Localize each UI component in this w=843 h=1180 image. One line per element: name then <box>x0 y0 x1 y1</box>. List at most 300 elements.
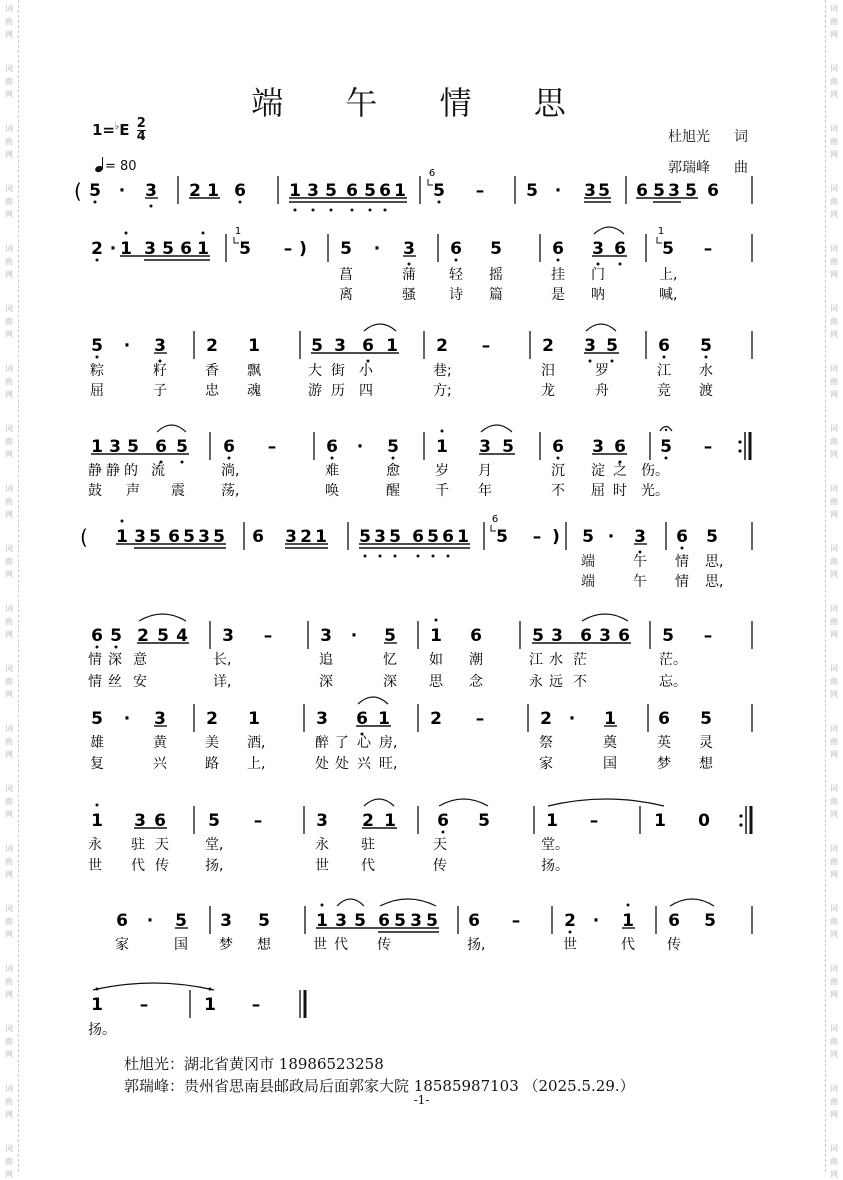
lower-octave-dot <box>351 209 354 212</box>
note-digit: 5 <box>149 527 161 547</box>
slur-tie <box>358 697 388 704</box>
lyric-char: 篇 <box>489 287 503 303</box>
lyric-char: 光。 <box>641 483 669 499</box>
slur-tie <box>548 799 664 806</box>
grace-note: 6 <box>491 514 499 525</box>
dash-extension: – <box>263 626 273 646</box>
lower-octave-dot <box>442 831 445 834</box>
watermark-char: 网 <box>830 570 838 579</box>
watermark-char: 词 <box>830 844 838 853</box>
lyric-char: 方; <box>433 383 452 399</box>
watermark-char: 网 <box>5 1050 13 1059</box>
note-digit: 3 <box>220 911 232 931</box>
note-digit: 5 <box>426 911 438 931</box>
upper-octave-dot <box>202 232 205 235</box>
lyric-char: 茫。 <box>659 652 687 668</box>
note-digit: 1 <box>197 239 209 259</box>
note-digit: 3 <box>584 336 596 356</box>
watermark-char: 词 <box>830 1144 838 1153</box>
lyric-char: 传 <box>433 858 447 874</box>
note-digit: 6 <box>116 911 128 931</box>
watermark-char: 网 <box>5 450 13 459</box>
lyric-char: 鼓 <box>88 483 102 499</box>
lyric-char: 世 <box>563 937 577 953</box>
note-digit: 5 <box>490 239 502 259</box>
dash-extension: – <box>532 527 542 547</box>
lyric-char: 离 <box>339 287 353 303</box>
lyric-char: 思, <box>705 554 724 570</box>
lyric-char: 家 <box>115 937 129 953</box>
note-digit: 2 <box>206 709 218 729</box>
watermark-char: 曲 <box>5 17 13 26</box>
watermark-char: 网 <box>5 750 13 759</box>
note-digit: 5 <box>389 527 401 547</box>
repeat-dot <box>739 823 742 826</box>
lyric-char: 沉 <box>551 463 565 479</box>
flat-sign: ♭ <box>115 122 120 132</box>
lyric-char: 了 <box>335 735 349 751</box>
watermark-char: 网 <box>830 270 838 279</box>
lower-octave-dot <box>408 263 411 266</box>
note-digit: 1 <box>91 995 103 1015</box>
lyric-char: 醒 <box>386 483 400 499</box>
grace-note: 1 <box>657 226 665 237</box>
watermark-char: 词 <box>830 964 838 973</box>
note-digit: 5 <box>311 336 323 356</box>
watermark-char: 网 <box>5 990 13 999</box>
lyric-char: 淌, <box>221 463 240 479</box>
note-digit: 3 <box>316 709 328 729</box>
note-digit: 2 <box>189 181 201 201</box>
lyric-char: 永 <box>315 837 329 853</box>
lower-octave-dot <box>181 461 184 464</box>
note-digit: 6 <box>468 911 480 931</box>
lyric-char: 远 <box>549 674 563 690</box>
lower-octave-dot <box>115 646 118 649</box>
lyric-char: 端 <box>581 574 595 590</box>
lyric-char: 挂 <box>551 267 565 283</box>
slur-tie <box>139 614 186 621</box>
watermark-char: 网 <box>5 630 13 639</box>
lyric-char: 醉 <box>315 735 329 751</box>
note-digit: 3 <box>335 911 347 931</box>
note-digit: 5 <box>433 181 445 201</box>
note-digit: 5 <box>162 239 174 259</box>
watermark-char: 曲 <box>5 377 13 386</box>
note-digit: 5 <box>502 437 514 457</box>
note-digit: 3 <box>592 437 604 457</box>
note-digit: 6 <box>168 527 180 547</box>
dash-extension: – <box>283 239 293 259</box>
lyric-char: 想 <box>699 756 713 772</box>
watermark-char: 词 <box>830 484 838 493</box>
lyric-char: 追 <box>319 652 333 668</box>
watermark-char: 曲 <box>830 737 838 746</box>
page-number: -1- <box>413 1093 430 1107</box>
lyric-char: 巷; <box>433 363 452 379</box>
note-digit: 6 <box>252 527 264 547</box>
watermark-char: 曲 <box>830 197 838 206</box>
watermark-char: 网 <box>5 390 13 399</box>
watermark-char: 曲 <box>5 437 13 446</box>
note-digit: 6 <box>91 626 103 646</box>
watermark-char: 词 <box>830 4 838 13</box>
note-digit: 1 <box>207 181 219 201</box>
lyric-char: 荡, <box>221 483 240 499</box>
note-digit: 3 <box>374 527 386 547</box>
lyric-char: 驻 <box>361 837 375 853</box>
watermark-char: 网 <box>5 690 13 699</box>
watermark-char: 曲 <box>830 977 838 986</box>
note-digit: 5 <box>127 437 139 457</box>
note-digit: 5 <box>700 336 712 356</box>
note-digit: 6 <box>618 626 630 646</box>
lyric-char: 声 <box>126 483 140 499</box>
note-digit: 5 <box>700 709 712 729</box>
watermark-char: 曲 <box>5 137 13 146</box>
note-digit: 5 <box>685 181 697 201</box>
lyric-char: 江 <box>657 363 671 379</box>
watermark-char: 网 <box>830 1170 838 1179</box>
note-digit: 6 <box>580 626 592 646</box>
note-digit: 5 <box>582 527 594 547</box>
note-digit: 5 <box>175 911 187 931</box>
watermark-char: 词 <box>5 604 13 613</box>
lyric-char: 酒, <box>247 735 266 751</box>
augmentation-dot: · <box>592 911 600 931</box>
note-digit: 6 <box>658 709 670 729</box>
dash-extension: – <box>703 626 713 646</box>
watermark-char: 网 <box>5 150 13 159</box>
note-digit: 3 <box>145 181 157 201</box>
watermark-char: 曲 <box>830 137 838 146</box>
slur-tie <box>364 799 394 806</box>
watermark-char: 曲 <box>830 677 838 686</box>
watermark-char: 网 <box>830 630 838 639</box>
time-bottom: 4 <box>136 129 146 144</box>
lyric-char: 飘 <box>247 363 261 379</box>
watermark-char: 词 <box>830 64 838 73</box>
lower-octave-dot <box>417 555 420 558</box>
watermark-char: 曲 <box>830 1157 838 1166</box>
watermark-char: 词 <box>5 784 13 793</box>
lyric-char: 愈 <box>386 463 400 479</box>
augmentation-dot: · <box>146 911 154 931</box>
note-digit: 1 <box>457 527 469 547</box>
note-digit: 2 <box>542 336 554 356</box>
note-digit: 6 <box>412 527 424 547</box>
note-digit: 3 <box>144 239 156 259</box>
lyricist-name: 杜旭光 <box>668 129 710 145</box>
lyric-char: 流 <box>151 463 165 479</box>
lower-octave-dot <box>239 201 242 204</box>
watermark-char: 词 <box>5 964 13 973</box>
watermark-char: 网 <box>830 1050 838 1059</box>
lyric-char: 端 <box>581 554 595 570</box>
lyric-char: 忠 <box>205 383 219 399</box>
watermark-char: 曲 <box>5 617 13 626</box>
watermark-char: 网 <box>830 90 838 99</box>
upper-octave-dot <box>121 520 124 523</box>
note-digit: 6 <box>437 811 449 831</box>
watermark-char: 曲 <box>830 257 838 266</box>
dash-extension: – <box>511 911 521 931</box>
note-digit: 6 <box>636 181 648 201</box>
upper-octave-dot <box>321 904 324 907</box>
note-digit: 6 <box>362 336 374 356</box>
composer-contact: 郭瑞峰：贵州省思南县邮政局后面郭家大院 18585987103 （2025.5.29.） <box>124 1077 635 1095</box>
lyric-char: 情 <box>88 674 102 690</box>
note-digit: 5 <box>384 626 396 646</box>
note-digit: 3 <box>479 437 491 457</box>
note-digit: 5 <box>496 527 508 547</box>
lower-octave-dot <box>369 209 372 212</box>
note-digit: 5 <box>364 181 376 201</box>
watermark-char: 曲 <box>5 797 13 806</box>
lyric-char: 小 <box>359 363 373 379</box>
note-digit: 2 <box>91 239 103 259</box>
augmentation-dot: · <box>373 239 381 259</box>
lyric-char: 代 <box>131 858 145 874</box>
key-note: E <box>119 121 130 139</box>
lyric-char: 上, <box>659 267 678 283</box>
augmentation-dot: · <box>607 527 615 547</box>
lyric-char: 籽 <box>153 363 167 379</box>
note-digit: 6 <box>614 437 626 457</box>
note-digit: 3 <box>668 181 680 201</box>
lyric-char: 祭 <box>539 735 553 751</box>
slur-tie <box>594 227 624 234</box>
note-digit: 1 <box>248 336 260 356</box>
time-top: 2 <box>136 116 146 131</box>
watermark-char: 词 <box>830 244 838 253</box>
watermark-char: 词 <box>830 784 838 793</box>
watermark-char: 词 <box>5 724 13 733</box>
note-digit: 1 <box>91 437 103 457</box>
lyric-char: 传 <box>155 858 169 874</box>
watermark-char: 曲 <box>830 617 838 626</box>
note-digit: 3 <box>584 181 596 201</box>
watermark-char: 网 <box>830 30 838 39</box>
watermark-char: 曲 <box>830 1037 838 1046</box>
note-digit: ) <box>299 239 307 259</box>
watermark-char: 网 <box>5 330 13 339</box>
lower-octave-dot <box>432 555 435 558</box>
note-digit: 5 <box>208 811 220 831</box>
lyric-char: 香 <box>205 363 219 379</box>
note-digit: 6 <box>346 181 358 201</box>
watermark-char: 曲 <box>830 917 838 926</box>
lyric-char: 梦 <box>219 937 233 953</box>
watermark-char: 词 <box>830 1024 838 1033</box>
note-digit: 5 <box>662 239 674 259</box>
augmentation-dot: · <box>123 336 131 356</box>
key-prefix: 1= <box>92 121 116 139</box>
note-digit: 1 <box>386 336 398 356</box>
note-digit: 5 <box>183 527 195 547</box>
note-digit: 6 <box>155 437 167 457</box>
lyric-char: 舟 <box>595 383 609 399</box>
lyric-char: 江 <box>529 652 543 668</box>
dash-extension: – <box>589 811 599 831</box>
lyric-char: 粽 <box>90 363 104 379</box>
lyric-char: 兴 <box>357 756 371 772</box>
lyric-char: 深 <box>108 652 122 668</box>
note-digit: 1 <box>436 437 448 457</box>
lyric-char: 长, <box>213 652 232 668</box>
watermark-char: 词 <box>5 904 13 913</box>
lyric-char: 汨 <box>541 363 555 379</box>
note-digit: 3 <box>285 527 297 547</box>
lyric-char: 街 <box>331 363 345 379</box>
watermark-char: 词 <box>5 244 13 253</box>
note-digit: 6 <box>552 239 564 259</box>
watermark-char: 词 <box>5 664 13 673</box>
note-digit: 5 <box>110 626 122 646</box>
note-digit: 1 <box>384 811 396 831</box>
lyric-char: 思 <box>429 674 443 690</box>
lyric-char: 屈 <box>90 383 104 399</box>
note-digit: 5 <box>526 181 538 201</box>
watermark-char: 曲 <box>5 1097 13 1106</box>
lyric-char: 安 <box>133 674 147 690</box>
note-digit: 0 <box>698 811 710 831</box>
note-digit: 3 <box>551 626 563 646</box>
note-digit: 5 <box>606 336 618 356</box>
lyric-char: 堂, <box>205 837 224 853</box>
augmentation-dot: · <box>350 626 358 646</box>
dash-extension: – <box>251 995 261 1015</box>
lyric-char: 千 <box>435 483 449 499</box>
upper-octave-dot <box>125 232 128 235</box>
lyric-char: 兴 <box>153 756 167 772</box>
lower-octave-dot <box>312 209 315 212</box>
watermark-char: 网 <box>5 1110 13 1119</box>
lyric-char: 月 <box>478 463 492 479</box>
lower-octave-dot <box>589 360 592 363</box>
note-digit: 6 <box>223 437 235 457</box>
lower-octave-dot <box>569 931 572 934</box>
lower-octave-dot <box>294 209 297 212</box>
note-digit: 5 <box>157 626 169 646</box>
lyric-char: 如 <box>429 652 443 668</box>
note-digit: 5 <box>176 437 188 457</box>
watermark-char: 网 <box>830 990 838 999</box>
note-digit: 5 <box>340 239 352 259</box>
lyric-char: 静 <box>88 463 102 479</box>
watermark-char: 网 <box>830 510 838 519</box>
note-digit: ) <box>552 527 560 547</box>
lyric-char: 传 <box>667 937 681 953</box>
lower-octave-dot <box>228 457 231 460</box>
lyric-char: 历 <box>331 383 345 399</box>
note-digit: 1 <box>248 709 260 729</box>
note-digit: 1 <box>316 911 328 931</box>
lyric-char: 世 <box>315 858 329 874</box>
note-digit: 6 <box>379 181 391 201</box>
note-digit: 1 <box>289 181 301 201</box>
grace-note: 6 <box>428 168 436 179</box>
repeat-dot <box>738 449 741 452</box>
note-digit: 5 <box>213 527 225 547</box>
lyric-char: 情 <box>675 574 689 590</box>
lower-octave-dot <box>394 555 397 558</box>
lyric-char: 丝 <box>108 674 122 690</box>
lower-octave-dot <box>96 356 99 359</box>
note-digit: 5 <box>91 709 103 729</box>
note-digit: 3 <box>198 527 210 547</box>
watermark-char: 词 <box>830 424 838 433</box>
lyric-char: 扬。 <box>88 1022 116 1038</box>
lyric-char: 摇 <box>489 267 503 283</box>
lyric-char: 梦 <box>657 756 671 772</box>
dash-extension: – <box>267 437 277 457</box>
lyric-char: 龙 <box>541 383 555 399</box>
slur-tie <box>380 899 436 906</box>
watermark-char: 词 <box>830 904 838 913</box>
lyric-char: 游 <box>308 383 322 399</box>
note-digit: 1 <box>315 527 327 547</box>
note-digit: 6 <box>470 626 482 646</box>
lyric-char: 念 <box>469 674 483 690</box>
lyric-char: 屈 <box>591 483 605 499</box>
watermark-char: 词 <box>5 4 13 13</box>
lyric-char: 难 <box>325 463 339 479</box>
lyric-char: 世 <box>313 937 327 953</box>
note-digit: 5 <box>89 181 101 201</box>
watermark-char: 曲 <box>830 1097 838 1106</box>
watermark-char: 网 <box>830 330 838 339</box>
watermark-char: 词 <box>5 124 13 133</box>
song-title: 端 午 情 思 <box>251 84 592 122</box>
note-digit: 6 <box>378 911 390 931</box>
lyric-char: 轻 <box>449 267 463 283</box>
repeat-dot <box>739 814 742 817</box>
lower-octave-dot <box>597 263 600 266</box>
note-digit: 5 <box>239 239 251 259</box>
lyric-char: 渡 <box>699 383 713 399</box>
grace-note: 1 <box>234 226 242 237</box>
lower-octave-dot <box>96 646 99 649</box>
note-digit: 5 <box>354 911 366 931</box>
watermark-char: 词 <box>830 304 838 313</box>
note-digit: 2 <box>206 336 218 356</box>
composer-role: 曲 <box>734 160 748 176</box>
watermark-char: 网 <box>830 870 838 879</box>
watermark-char: 网 <box>830 150 838 159</box>
watermark-char: 曲 <box>5 677 13 686</box>
lyric-char: 代 <box>361 858 375 874</box>
lyric-char: 黄 <box>153 735 167 751</box>
watermark-char: 网 <box>5 210 13 219</box>
lyric-char: 伤。 <box>641 463 669 479</box>
lower-octave-dot <box>665 457 668 460</box>
upper-octave-dot <box>627 904 630 907</box>
lyric-char: 传 <box>377 937 391 953</box>
watermark-char: 曲 <box>830 437 838 446</box>
note-digit: 5 <box>532 626 544 646</box>
lyric-char: 震 <box>171 483 185 499</box>
note-digit: 5 <box>706 527 718 547</box>
note-digit: 5 <box>427 527 439 547</box>
upper-octave-dot <box>435 619 438 622</box>
lyric-char: 诗 <box>449 287 463 303</box>
watermark-char: 词 <box>830 1084 838 1093</box>
note-digit: 4 <box>176 626 188 646</box>
augmentation-dot: · <box>554 181 562 201</box>
lower-octave-dot <box>331 457 334 460</box>
watermark-char: 曲 <box>830 557 838 566</box>
